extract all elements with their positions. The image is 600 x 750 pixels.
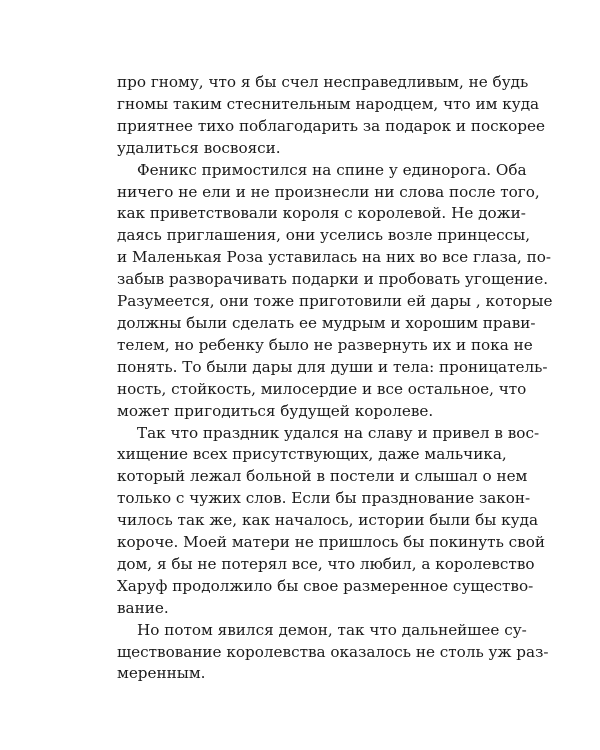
text-line: про гному, что я бы счел несправедливым, не будь xyxy=(117,73,529,91)
text-line: может пригодиться будущей королеве. xyxy=(117,401,434,420)
text-line: дом, я бы не потерял все, что любил, а королевство xyxy=(117,554,535,573)
text-line: Разумеется, они тоже приготовили ей дары , которые xyxy=(117,292,553,311)
paragraph-3 xyxy=(117,423,545,620)
text-line: который лежал больной в постели и слышал о нем xyxy=(117,467,528,486)
text-line: приятнее тихо поблагодарить за подарок и поскорее xyxy=(117,116,545,135)
text-line: и Маленькая Роза уставилась на них во все глаза, по- xyxy=(117,248,552,267)
text-line: Харуф продолжило бы свое размеренное существо- xyxy=(117,576,534,595)
text-line: чилось так же, как началось, истории были бы куда xyxy=(117,511,539,530)
text-line: понять. То были дары для души и тела: проницатель- xyxy=(117,357,548,376)
text-line: даясь приглашения, они уселись возле принцессы, xyxy=(117,226,531,245)
text-line: ность, стойкость, милосердие и все остальное, что xyxy=(117,379,527,398)
text-line: ществование королевства оказалось не столь уж раз- xyxy=(117,642,549,661)
text-line: короче. Моей матери не пришлось бы покинуть свой xyxy=(117,533,545,552)
text-line: Феникс примостился на спине у единорога. Оба xyxy=(137,160,527,179)
text-line: только с чужих слов. Если бы празднование закон- xyxy=(117,489,531,508)
text-line: ничего не ели и не произнесли ни слова после того, xyxy=(117,182,540,201)
text-line: телем, но ребенку было не развернуть их и пока не xyxy=(117,335,533,354)
text-line: вание. xyxy=(117,598,169,617)
text-line: удалиться восвояси. xyxy=(117,138,281,157)
text-line: Но потом явился демон, так что дальнейшее су- xyxy=(137,620,527,639)
text-line: должны были сделать ее мудрым и хорошим прави- xyxy=(117,313,536,332)
text-line: забыв разворачивать подарки и пробовать угощение. xyxy=(117,270,549,289)
text-line: меренным. xyxy=(117,664,206,683)
paragraph-4 xyxy=(117,620,549,686)
body-text xyxy=(117,72,553,685)
paragraph-2 xyxy=(117,160,553,423)
text-line: Так что праздник удался на славу и привел в вос- xyxy=(137,423,540,442)
text-line: хищение всех присутствующих, даже мальчика, xyxy=(117,445,507,464)
text-line: гномы таким стеснительным народцем, что им куда xyxy=(117,94,540,113)
paragraph-1 xyxy=(117,72,545,160)
text-line: как приветствовали короля с королевой. Не дожи- xyxy=(117,204,526,223)
